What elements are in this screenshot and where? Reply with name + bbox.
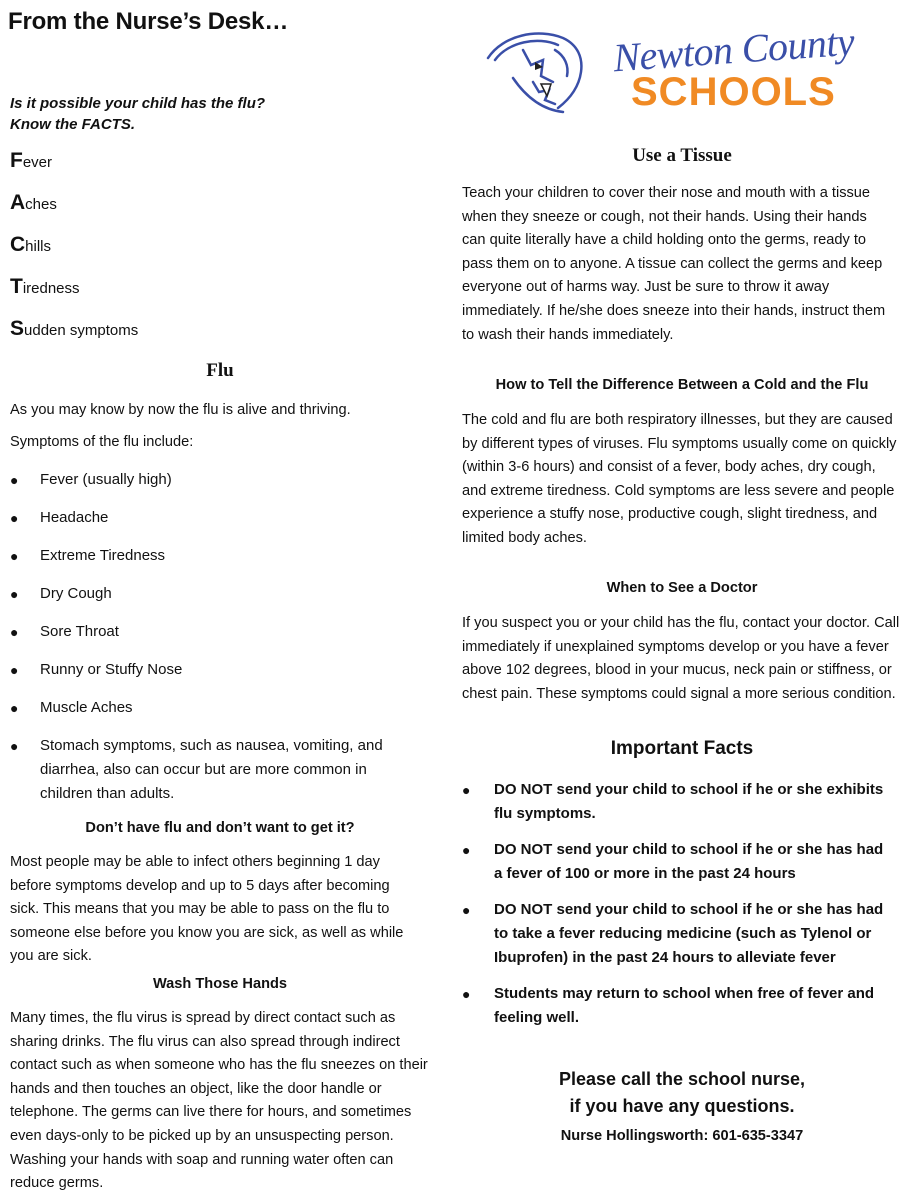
bullet-icon: ●	[10, 548, 19, 564]
acrostic-word: ches	[25, 196, 57, 213]
symptom-text: Extreme Tiredness	[40, 547, 166, 564]
list-item	[462, 778, 892, 826]
fact-text: DO NOT send your child to school if he or she has had a fever of 100 or more in the past 24 hours	[494, 841, 884, 882]
acrostic-word: udden symptoms	[24, 322, 139, 339]
acrostic-item	[10, 191, 138, 233]
important-facts-list	[462, 778, 892, 1042]
bullet-icon: ●	[10, 510, 19, 526]
acrostic-letter: T	[10, 275, 23, 298]
acrostic-item	[10, 149, 138, 191]
symptom-list	[10, 468, 430, 806]
important-facts-heading: Important Facts	[610, 738, 754, 759]
acrostic-item	[10, 317, 138, 359]
symptom-text: Dry Cough	[40, 585, 112, 602]
fact-text: Students may return to school when free of fever and feeling well.	[494, 985, 875, 1026]
acrostic-word: ever	[22, 154, 53, 171]
acrostic-item	[10, 233, 138, 275]
callout-line-1: Please call the school nurse,	[558, 1069, 806, 1089]
bullet-icon: ●	[10, 586, 19, 602]
bullet-icon: ●	[10, 662, 19, 678]
flu-intro: As you may know by now the flu is alive and thriving.	[10, 402, 351, 418]
symptom-text: Stomach symptoms, such as nausea, vomiting, and diarrhea, also can occur but are more common in children than adults.	[40, 737, 383, 802]
list-item	[10, 582, 430, 620]
call-nurse-callout	[462, 1066, 900, 1120]
list-item	[10, 696, 430, 734]
list-item	[462, 898, 892, 970]
bullet-icon: ●	[10, 738, 19, 754]
acrostic-word: iredness	[22, 280, 80, 297]
symptom-text: Muscle Aches	[40, 699, 133, 716]
symptom-text: Fever (usually high)	[40, 471, 172, 488]
dont-have-flu-body: Most people may be able to infect others beginning 1 day before symptoms develop and up to 5 days after becoming sick. This means that you may be able to pass on the flu to someone else before you know you are sick, as well as while you are sick.	[10, 854, 404, 965]
page-title: From the Nurse’s Desk…	[8, 8, 289, 35]
list-item	[10, 506, 430, 544]
bullet-icon: ●	[462, 986, 471, 1002]
acrostic-letter: A	[10, 191, 26, 214]
cold-vs-flu-body: The cold and flu are both respiratory illnesses, but they are caused by different types of viruses. Flu symptoms usually come on quickly (within 3-6 hours) and consist of a fever, body aches, dry cough, and extreme tiredness. Cold symptoms are less severe and people experience a stuffy nose, productive cough, slight tiredness, and limited body aches.	[462, 412, 897, 546]
wash-hands-body: Many times, the flu virus is spread by direct contact such as sharing drinks. The flu virus can also spread through indirect contact such as when someone who has the flu sneezes on their hands and then touches an object, like the door handle or telephone. The germs can live there for hours, and sometimes even days-only to be picked up by an unsuspecting person. Washing your hands with soap and running water often can reduce germs.	[10, 1010, 428, 1192]
wash-hands-heading: Wash Those Hands	[152, 976, 288, 992]
bullet-icon: ●	[462, 902, 471, 918]
logo-text-newton-county: Newton County	[611, 18, 856, 81]
acrostic-word: hills	[25, 238, 52, 255]
facts-acrostic	[10, 149, 138, 359]
symptom-text: Runny or Stuffy Nose	[40, 661, 183, 678]
acrostic-letter: S	[10, 317, 25, 340]
list-item	[10, 658, 430, 696]
intro-question	[10, 93, 265, 135]
symptom-text: Sore Throat	[40, 623, 119, 640]
acrostic-letter: C	[10, 233, 26, 256]
cold-vs-flu-heading: How to Tell the Difference Between a Cold and the Flu	[495, 377, 869, 393]
logo-text-schools: SCHOOLS	[631, 70, 836, 114]
tissue-heading: Use a Tissue	[632, 145, 732, 166]
acrostic-letter: F	[10, 149, 23, 172]
bullet-icon: ●	[10, 624, 19, 640]
tissue-body: Teach your children to cover their nose and mouth with a tissue when they sneeze or cough, not their hands. Using their hands can quite literally have a child holding onto the germs, ready to pass them on to anyone. A tissue can collect the germs and keep everyone out of harms way. Just be sure to throw it away immediately. If he/she does sneeze into their hands, instruct them to wash their hands immediately.	[462, 185, 886, 343]
bullet-icon: ●	[462, 842, 471, 858]
doctor-body: If you suspect you or your child has the flu, contact your doctor. Call immediately if unexplained symptoms develop or you have a fever above 102 degrees, blood in your mucus, neck pain or stiffness, or chest pain. These symptoms could signal a more serious condition.	[462, 615, 900, 702]
fact-text: DO NOT send your child to school if he or she exhibits flu symptoms.	[494, 781, 884, 822]
doctor-heading: When to See a Doctor	[606, 580, 758, 596]
bullet-icon: ●	[10, 472, 19, 488]
acrostic-item	[10, 275, 138, 317]
list-item	[10, 468, 430, 506]
list-item	[10, 620, 430, 658]
bullet-icon: ●	[10, 700, 19, 716]
list-item	[462, 838, 892, 886]
dont-have-flu-heading: Don’t have flu and don’t want to get it?	[85, 820, 355, 836]
list-item	[10, 544, 430, 582]
bullet-icon: ●	[462, 782, 471, 798]
list-item	[10, 734, 430, 806]
symptom-text: Headache	[40, 509, 109, 526]
intro-line-1: Is it possible your child has the flu?	[10, 95, 266, 112]
flu-symptoms-lead: Symptoms of the flu include:	[10, 434, 194, 450]
flu-heading: Flu	[206, 360, 234, 381]
nurse-contact: Nurse Hollingsworth: 601-635-3347	[560, 1128, 804, 1144]
newton-county-schools-logo	[483, 20, 868, 122]
fact-text: DO NOT send your child to school if he or she has had to take a fever reducing medicine (such as Tylenol or Ibuprofen) in the past 24 hours to alleviate fever	[494, 901, 884, 966]
callout-line-2: if you have any questions.	[569, 1096, 795, 1116]
intro-line-2: Know the FACTS.	[10, 116, 135, 133]
list-item	[462, 982, 892, 1030]
